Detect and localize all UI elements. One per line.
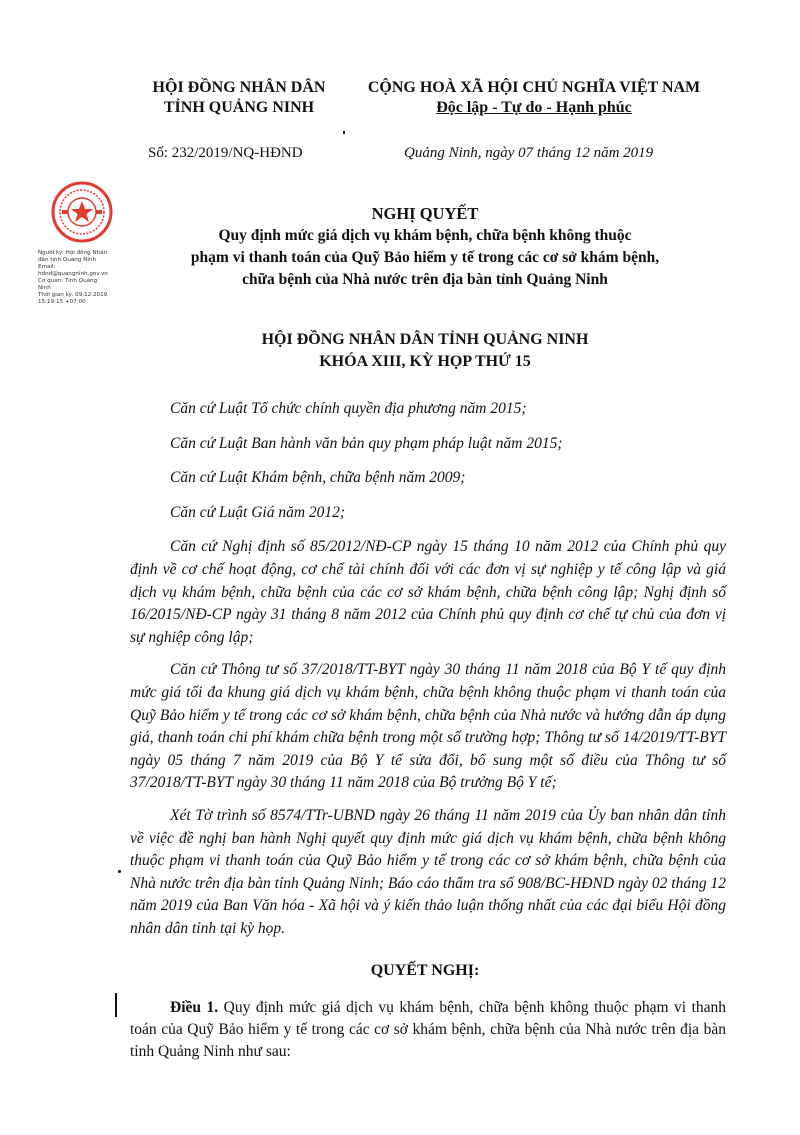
- signature-details: [38, 250, 118, 306]
- scan-mark: [343, 131, 345, 134]
- issuer-block: [120, 78, 358, 118]
- article-1-label: Điều 1.: [170, 999, 219, 1016]
- resolution-title: [140, 203, 710, 291]
- title-main: NGHỊ QUYẾT: [371, 204, 479, 223]
- council-session: KHÓA XIII, KỲ HỌP THỨ 15: [319, 353, 531, 370]
- issuer-line-1: HỘI ĐỒNG NHÂN DÂN: [152, 79, 326, 96]
- basis-item: Căn cứ Nghị định số 85/2012/NĐ-CP ngày 15 tháng 10 năm 2012 của Chính phủ quy định về cơ chế hoạt động, cơ chế tài chính đối với các đơn vị sự nghiệp y tế công lập và giá dịch vụ khám bệnh, chữa bệnh của các cơ sở khám bệnh, chữa bệnh công lập; Nghị định số 16/2015/NĐ-CP ngày 31 tháng 8 năm 2012 của Chính phủ quy định cơ chế tự chủ của đơn vị sự nghiệp công lập;: [130, 538, 726, 646]
- article-1-paragraph: [130, 997, 726, 1063]
- scan-mark: [118, 870, 121, 873]
- signature-agency: Cơ quan: Tỉnh Quảng: [38, 278, 98, 284]
- document-number: Số: 232/2019/NQ-HĐND: [148, 145, 303, 161]
- council-name: HỘI ĐỒNG NHÂN DÂN TỈNH QUẢNG NINH: [261, 331, 589, 348]
- basis-item: Căn cứ Luật Khám bệnh, chữa bệnh năm 2009;: [170, 469, 466, 487]
- title-sub-3: chữa bệnh của Nhà nước trên địa bàn tỉnh Quảng Ninh: [242, 271, 608, 288]
- legal-basis: [130, 398, 726, 950]
- basis-item: Căn cứ Luật Giá năm 2012;: [170, 503, 346, 521]
- signature-agency-cont: Ninh: [38, 285, 51, 291]
- nation-name: CỘNG HOÀ XÃ HỘI CHỦ NGHĨA VIỆT NAM: [367, 79, 701, 96]
- document-date: Quảng Ninh, ngày 07 tháng 12 năm 2019: [404, 145, 654, 161]
- signature-time: Thời gian ký: 09.12.2019: [38, 292, 108, 298]
- signature-email: hdnd@quangninh.gov.vn: [38, 271, 108, 277]
- basis-item: Xét Tờ trình số 8574/TTr-UBND ngày 26 tháng 11 năm 2019 của Ủy ban nhân dân tỉnh về việc đề nghị ban hành Nghị quyết quy định mức giá dịch vụ khám bệnh, chữa bệnh không thuộc phạm vi thanh toán của Quỹ Bảo hiểm y tế trong các cơ sở khám bệnh, chữa bệnh của Nhà nước trên địa bàn tỉnh Quảng Ninh; Báo cáo thẩm tra số 908/BC-HĐND ngày 02 tháng 12 năm 2019 của Ban Văn hóa - Xã hội và ý kiến thảo luận thống nhất của các đại biểu Hội đồng nhân dân tỉnh tại kỳ họp.: [130, 806, 726, 937]
- title-sub-2: phạm vi thanh toán của Quỹ Bảo hiểm y tế trong các cơ sở khám bệnh,: [190, 249, 660, 266]
- seal-icon: [50, 180, 114, 244]
- basis-item: Căn cứ Thông tư số 37/2018/TT-BYT ngày 30 tháng 11 năm 2018 của Bộ Y tế quy định mức giá tối đa khung giá dịch vụ khám bệnh, chữa bệnh không thuộc phạm vi thanh toán của Quỹ Bảo hiểm y tế trong các cơ sở khám bệnh, chữa bệnh của Nhà nước và hướng dẫn áp dụng giá, thanh toán chi phí khám chữa bệnh trong một số trường hợp; Thông tư số 14/2019/TT-BYT ngày 05 tháng 7 năm 2019 của Bộ Y tế sửa đổi, bổ sung một số điều của Thông tư số 37/2018/TT-BYT ngày 30 tháng 11 năm 2018 của Bộ trưởng Bộ Y tế;: [130, 661, 726, 792]
- signature-signer: Người ký: Hội đồng Nhân: [38, 250, 108, 256]
- national-motto: Độc lập - Tự do - Hạnh phúc: [436, 99, 632, 116]
- signature-time-cont: 15:19:15 +07:00: [38, 299, 86, 305]
- signature-signer-cont: dân tỉnh Quảng Ninh: [38, 257, 96, 263]
- national-header: [358, 78, 710, 118]
- basis-item: Căn cứ Luật Tổ chức chính quyền địa phương năm 2015;: [170, 400, 527, 417]
- article-1-text: Quy định mức giá dịch vụ khám bệnh, chữa bệnh không thuộc phạm vi thanh toán của Quỹ Bảo hiểm y tế trong các cơ sở khám bệnh, chữa bệnh của Nhà nước trên địa bàn tỉnh Quảng Ninh như sau:: [130, 999, 727, 1060]
- article-1: [130, 997, 726, 1063]
- signature-email-label: Email:: [38, 264, 56, 270]
- issuer-line-2: TỈNH QUẢNG NINH: [163, 99, 315, 116]
- scan-mark: [115, 993, 117, 1017]
- decision-heading: QUYẾT NGHỊ:: [370, 962, 480, 979]
- council-heading: [140, 329, 710, 373]
- basis-item: Căn cứ Luật Ban hành văn bản quy phạm pháp luật năm 2015;: [170, 434, 563, 452]
- title-sub-1: Quy định mức giá dịch vụ khám bệnh, chữa bệnh không thuộc: [218, 227, 632, 244]
